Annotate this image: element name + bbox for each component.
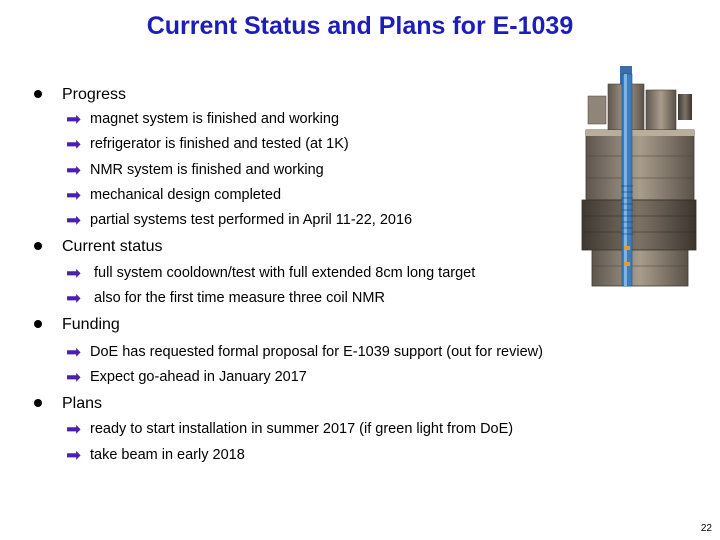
item-text: ready to start installation in summer 2017 (if green light from DoE) <box>90 421 514 437</box>
item-text: take beam in early 2018 <box>90 447 245 463</box>
item-text: NMR system is finished and working <box>90 162 324 178</box>
bullet-dot <box>34 242 42 250</box>
item-text: refrigerator is finished and tested (at 1K) <box>90 136 349 152</box>
list-item <box>66 344 543 360</box>
slide-title: Current Status and Plans for E-1039 <box>146 12 574 40</box>
right-arrow-icon: ➡ <box>66 160 82 180</box>
right-arrow-icon: ➡ <box>66 445 82 465</box>
item-text: DoE has requested formal proposal for E-1039 support (out for review) <box>90 344 543 360</box>
list-item <box>66 111 339 127</box>
apparatus-illustration <box>578 66 704 292</box>
item-text: mechanical design completed <box>90 187 282 203</box>
list-item <box>66 290 385 306</box>
bullet-dot <box>34 90 42 98</box>
section-heading: Current status <box>62 238 163 255</box>
right-arrow-icon: ➡ <box>66 109 82 129</box>
right-arrow-icon: ➡ <box>66 263 82 283</box>
section-heading: Plans <box>62 395 103 412</box>
item-text: magnet system is finished and working <box>90 111 340 127</box>
item-text: also for the first time measure three coil NMR <box>90 290 385 306</box>
right-arrow-icon: ➡ <box>66 288 82 308</box>
list-item <box>66 369 307 385</box>
bullet-dot <box>34 320 42 328</box>
right-arrow-icon: ➡ <box>66 342 82 362</box>
list-item <box>66 212 412 228</box>
right-arrow-icon: ➡ <box>66 367 82 387</box>
page-number: 22 <box>700 523 712 534</box>
list-item <box>66 162 324 178</box>
right-arrow-icon: ➡ <box>66 185 82 205</box>
bullet-dot <box>34 399 42 407</box>
list-item <box>66 136 349 152</box>
right-arrow-icon: ➡ <box>66 134 82 154</box>
item-text: partial systems test performed in April 11-22, 2016 <box>90 212 413 228</box>
right-arrow-icon: ➡ <box>66 210 82 230</box>
right-arrow-icon: ➡ <box>66 419 82 439</box>
section-heading: Progress <box>62 86 127 103</box>
item-text: full system cooldown/test with full extended 8cm long target <box>90 265 476 281</box>
item-text: Expect go-ahead in January 2017 <box>90 369 307 385</box>
list-item <box>66 187 281 203</box>
list-item <box>66 421 513 437</box>
list-item <box>66 265 475 281</box>
section-heading: Funding <box>62 316 120 333</box>
list-item <box>66 447 245 463</box>
